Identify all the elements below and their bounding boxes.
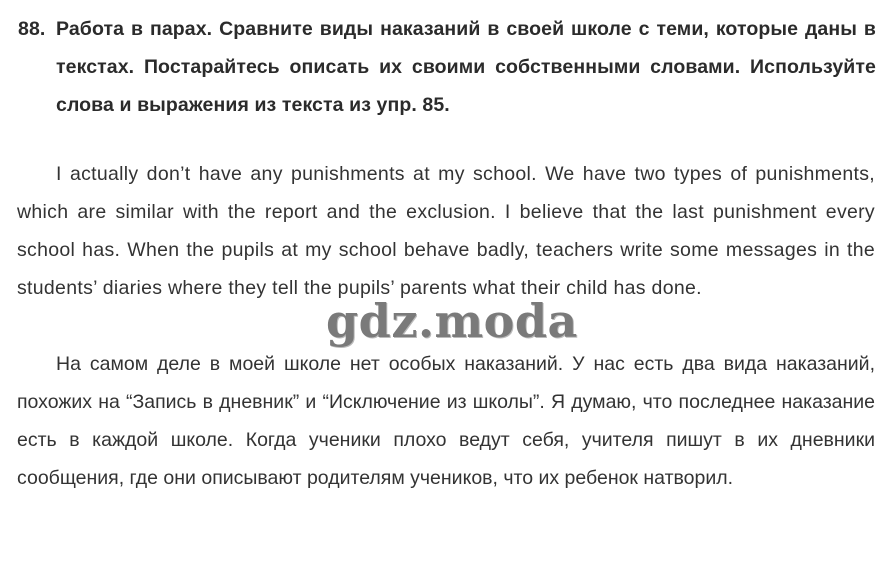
answer-english-paragraph: I actually don’t have any punishments at my school. We have two types of punishments, which are similar with the report and the exclusion. I believe that the last punishment every school has. When the pupils at my school behave badly, teachers write some messages in the students’ diaries where they tell the pupils’ parents what their child has done. <box>17 163 875 299</box>
task-instruction: Работа в парах. Сравните виды наказаний в своей школе с теми, которые даны в текстах. Постарайтесь описать их своими собственными словами. Используйте слова и выражения из текста из упр. 85. <box>56 18 876 116</box>
task-number: 88. <box>18 18 46 40</box>
answer-russian-paragraph: На самом деле в моей школе нет особых наказаний. У нас есть два вида наказаний, похожих на “Запись в дневник” и “Исключение из школы”. Я думаю, что последнее наказание есть в каждой школе. Когда ученики плохо ведут себя, учителя пишут в их дневники сообщения, где они описывают родителям учеников, что их ребенок натворил. <box>17 353 875 489</box>
watermark-logo: gdz.moda <box>326 294 578 348</box>
task-heading <box>18 10 876 124</box>
